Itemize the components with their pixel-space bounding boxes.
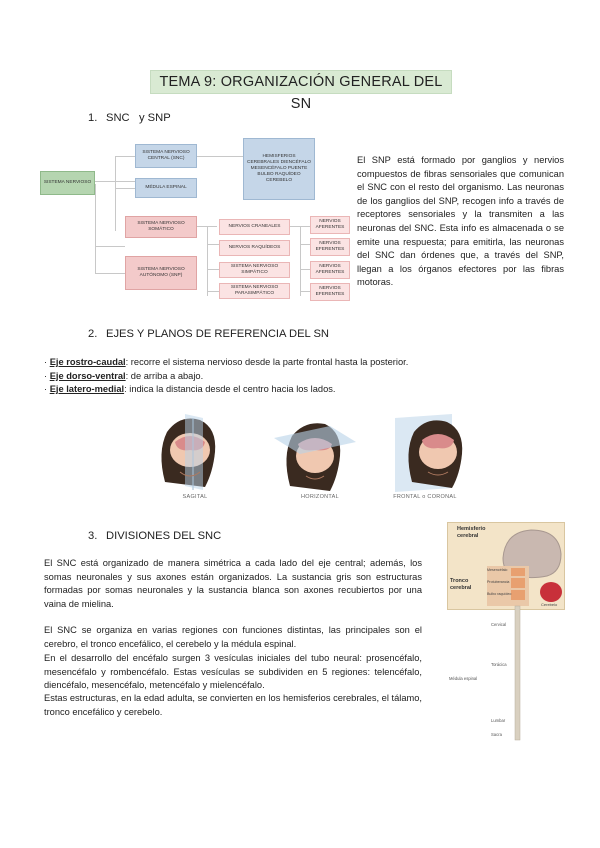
label-sacra: Sacra <box>491 732 502 737</box>
diagram-box-aferentes-2: NERVIOS AFERENTES <box>310 261 350 279</box>
diagram-box-eferentes-1: NERVIOS EFERENTES <box>310 238 350 256</box>
axis-term: Eje dorso-ventral <box>49 370 126 381</box>
label-medula: Médula espinal <box>449 676 478 681</box>
section-label: DIVISIONES DEL SNC <box>106 530 222 542</box>
nervous-system-diagram <box>40 136 350 306</box>
section-number: 3. <box>88 530 98 542</box>
label-mesencefalo: Mesencéfalo <box>487 568 508 572</box>
section-heading-ejes <box>88 328 329 340</box>
label-bulbo: Bulbo raquídeo <box>487 592 512 596</box>
diagram-box-craneales: NERVIOS CRANEALES <box>219 219 290 235</box>
plane-label-horizontal: HORIZONTAL <box>300 494 340 500</box>
axes-list <box>44 356 564 397</box>
brain-spinal-figure <box>447 522 565 744</box>
snc-paragraph-3: En el desarrollo del encéfalo surgen 3 vesículas iniciales del tubo neural: prosencéfalo, mesencéfalo y rombencéfalo. Estas vesículas se subdividen en 5 regiones: telencéfalo, diencéfalo, mesencéfalo, metencéfalo y mielencéfalo. <box>44 653 422 691</box>
diagram-box-simpatico: SISTEMA NERVIOSO SIMPÁTICO <box>219 262 290 278</box>
plane-label-sagital: SAGITAL <box>182 494 208 500</box>
horizontal-head-icon <box>270 416 360 496</box>
label-cerebelo: Cerebelo <box>541 602 558 607</box>
list-item: · Eje rostro-caudal: recorre el sistema nervioso desde la parte frontal hasta la posterior. <box>44 357 409 367</box>
section-heading-snc-snp <box>88 112 171 124</box>
axis-term: Eje latero-medial <box>49 384 125 395</box>
label-protuberancia: Protuberancia <box>487 580 510 584</box>
plane-label-frontal: FRONTAL o CORONAL <box>393 494 457 500</box>
planes-figure <box>145 412 465 507</box>
snc-paragraph-2: El SNC se organiza en varias regiones con funciones distintas, las principales son el cerebro, el tronco encefálico, el cerebelo y la médula espinal. <box>44 625 422 649</box>
diagram-box-raquideos: NERVIOS RAQUÍDEOS <box>219 240 290 256</box>
axis-term: Eje rostro-caudal <box>49 357 126 367</box>
diagram-box-aferentes-1: NERVIOS AFERENTES <box>310 216 350 234</box>
sagittal-head-icon <box>145 412 235 492</box>
diagram-box-snc-parts: HEMISFERIOS CEREBRALES DIENCÉFALO MESENCÉFALO PUENTE BULBO RAQUÍDEO CEREBELO <box>243 138 315 200</box>
page-title: TEMA 9: ORGANIZACIÓN GENERAL DEL SN <box>150 70 452 94</box>
diagram-box-eferentes-2: NERVIOS EFERENTES <box>310 283 350 301</box>
frontal-head-icon <box>390 412 480 492</box>
label-lumbar: Lumbar <box>491 718 506 723</box>
section-number: 1. <box>88 112 98 124</box>
label-tronco: Tronco cerebral <box>450 578 472 591</box>
snc-paragraph-1: El SNC está organizado de manera simétrica a cada lado del eje central; además, los somas neuronales y sus axones están organizados. La sustancia gris son estructuras formadas por somas neuronales y la sustancia blanca son axones recubiertos por una vaina de mielina. <box>44 558 422 609</box>
diagram-box-medula: MÉDULA ESPINAL <box>135 178 197 198</box>
brain-anatomy-icon <box>447 522 565 744</box>
snp-paragraph: El SNP está formado por ganglios y nervios compuestos de fibras sensoriales que comunican el SNC con el resto del organismo. Las neuronas de los ganglios del SNP, recogen info a través de receptores sensoriales y la transmiten a las neuronas del SNC. Esta info es almacenada o se emite una respuesta; para emitirla, las neuronas del SNC dan órdenes que, a través del SNP, llegan a los órganos efectores por las fibras motoras. <box>357 155 564 288</box>
label-cervical: Cervical <box>491 622 507 627</box>
diagram-box-root: SISTEMA NERVIOSO <box>40 171 95 195</box>
section-number: 2. <box>88 328 98 340</box>
section-label: EJES Y PLANOS DE REFERENCIA DEL SN <box>106 328 329 340</box>
list-item: · Eje dorso-ventral: de arriba a abajo. <box>44 370 204 381</box>
diagram-box-snc: SISTEMA NERVIOSO CENTRAL (SNC) <box>135 144 197 168</box>
section-label: SNC y SNP <box>106 112 171 124</box>
label-toracica: Torácica <box>491 662 507 667</box>
diagram-box-parasimpatico: SISTEMA NERVIOSO PARASIMPÁTICO <box>219 283 290 299</box>
diagram-box-somatico: SISTEMA NERVIOSO SOMÁTICO <box>125 216 197 238</box>
snc-paragraph-4: Estas estructuras, en la edad adulta, se convierten en los hemisferios cerebrales, el tálamo, tronco encefálico y cerebelo. <box>44 693 422 717</box>
diagram-box-autonomo: SISTEMA NERVIOSO AUTÓNOMO (SNP) <box>125 256 197 290</box>
list-item: · Eje latero-medial: indica la distancia desde el centro hacia los lados. <box>44 384 336 395</box>
section-heading-divisiones <box>88 530 221 542</box>
label-hemisferio: Hemisferio cerebral <box>457 526 486 539</box>
